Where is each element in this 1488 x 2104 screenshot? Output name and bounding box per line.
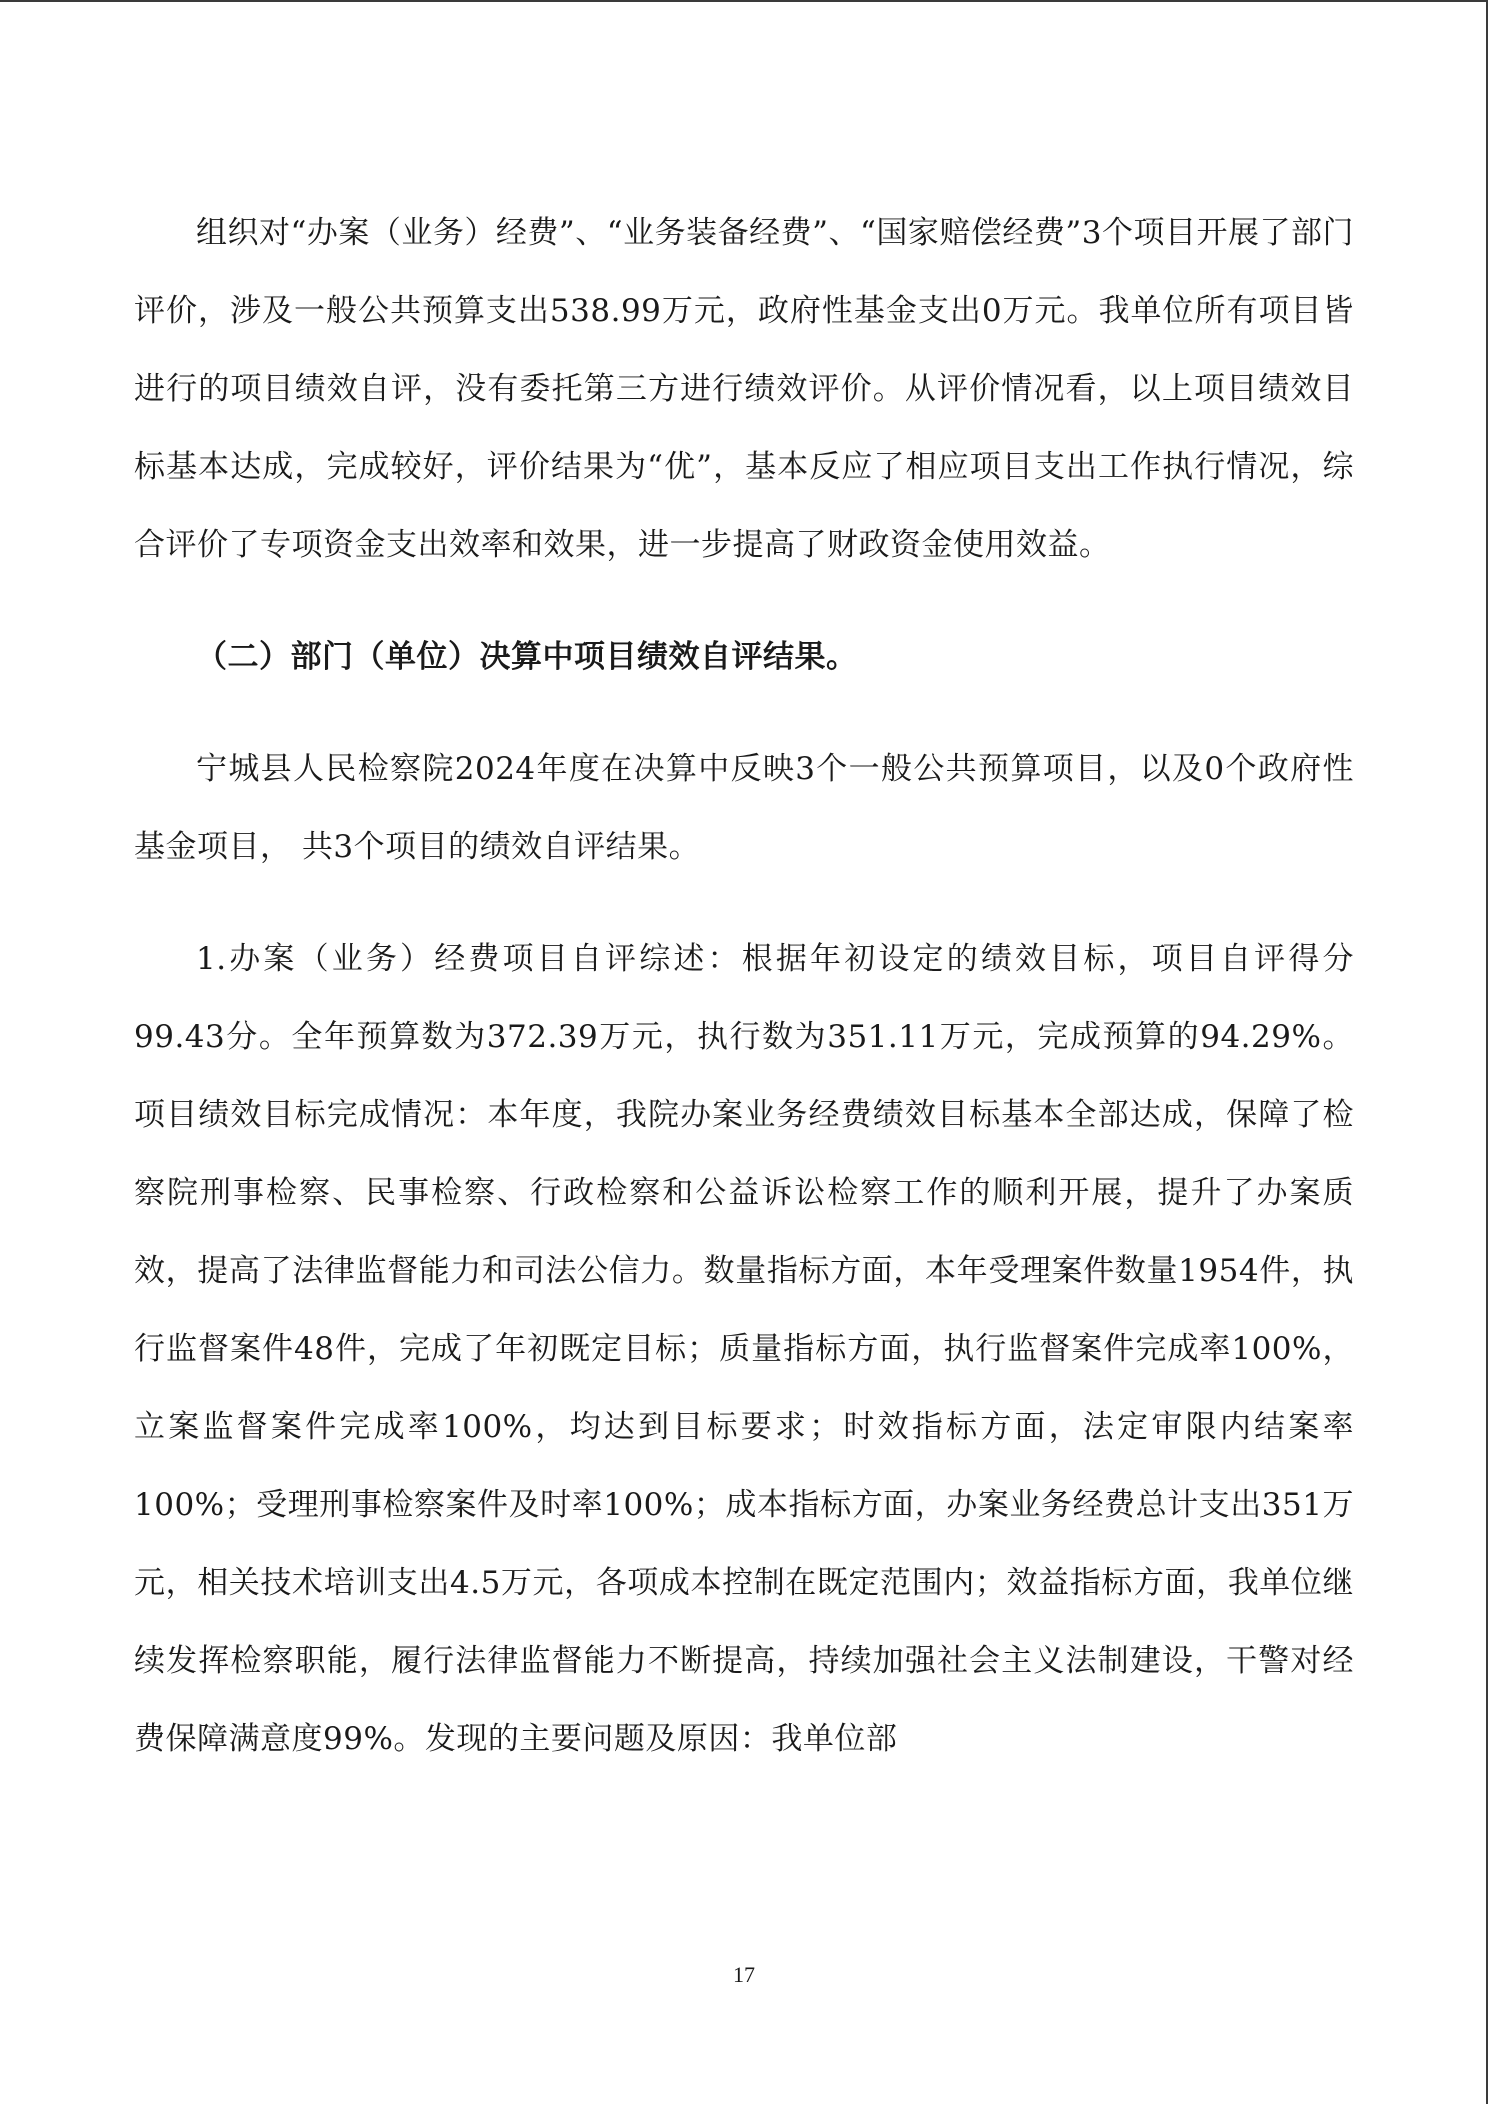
paragraph-evaluation-overview: 组织对“办案（业务）经费”、“业务装备经费”、“国家赔偿经费”3个项目开展了部门评价，涉及一般公共预算支出538.99万元，政府性基金支出0万元。我单位所有项目皆进行的项目绩效自评，没有委托第三方进行绩效评价。从评价情况看，以上项目绩效目标基本达成，完成较好，评价结果为“优”，基本反应了相应项目支出工作执行情况，综合评价了专项资金支出效率和效果，进一步提高了财政资金使用效益。: [134, 215, 1354, 563]
paragraph-project-summary: 宁城县人民检察院2024年度在决算中反映3个一般公共预算项目，以及0个政府性基金项目， 共3个项目的绩效自评结果。: [134, 751, 1354, 865]
section-heading: （二）部门（单位）决算中项目绩效自评结果。: [196, 639, 858, 675]
paragraph-case-funding-review: 1.办案（业务）经费项目自评综述：根据年初设定的绩效目标，项目自评得分99.43分。全年预算数为372.39万元，执行数为351.11万元，完成预算的94.29%。项目绩效目标完成情况：本年度，我院办案业务经费绩效目标基本全部达成，保障了检察院刑事检察、民事检察、行政检察和公益诉讼检察工作的顺利开展，提升了办案质效，提高了法律监督能力和司法公信力。数量指标方面，本年受理案件数量1954件，执行监督案件48件，完成了年初既定目标；质量指标方面，执行监督案件完成率100%，立案监督案件完成率100%，均达到目标要求；时效指标方面，法定审限内结案率100%；受理刑事检察案件及时率100%；成本指标方面，办案业务经费总计支出351万元，相关技术培训支出4.5万元，各项成本控制在既定范围内；效益指标方面，我单位继续发挥检察职能，履行法律监督能力不断提高，持续加强社会主义法制建设，干警对经费保障满意度99%。发现的主要问题及原因：我单位部: [134, 941, 1354, 1757]
page-number: 17: [733, 1962, 755, 1987]
document-body: [134, 194, 1354, 1778]
